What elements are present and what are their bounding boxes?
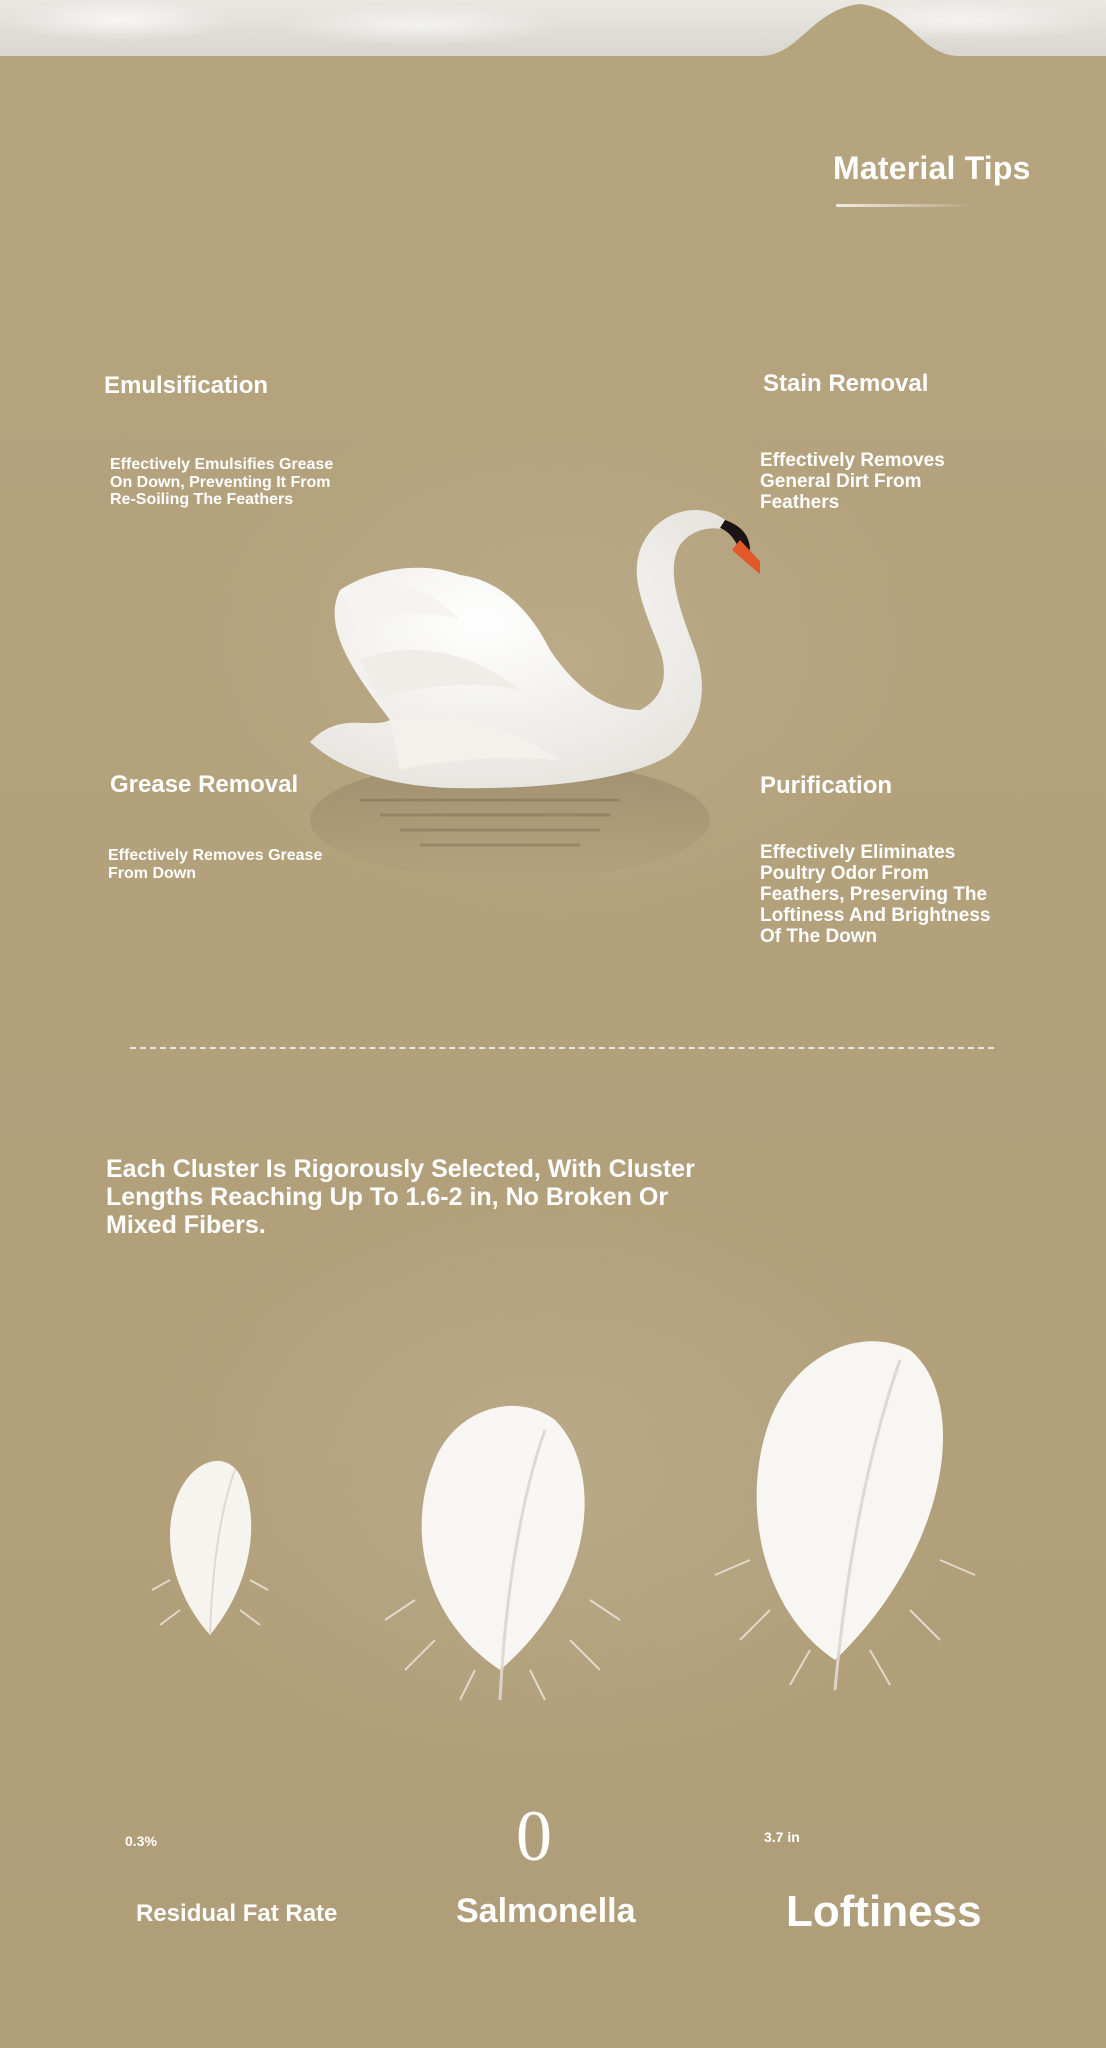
purification-heading: Purification bbox=[760, 772, 893, 799]
medium-feather-image bbox=[355, 1370, 645, 1710]
loftiness-value: 3.7 in bbox=[764, 1829, 800, 1845]
loftiness-label: Loftiness bbox=[786, 1887, 982, 1936]
grease-removal-heading: Grease Removal bbox=[110, 771, 299, 798]
grease-removal-text: Effectively Removes Grease From Down bbox=[108, 847, 323, 882]
swan-image bbox=[300, 480, 760, 900]
emulsification-heading: Emulsification bbox=[104, 372, 269, 399]
residual-fat-value: 0.3% bbox=[125, 1833, 157, 1849]
small-feather-image bbox=[140, 1440, 280, 1640]
residual-fat-label: Residual Fat Rate bbox=[136, 1900, 338, 1927]
page-title: Material Tips bbox=[833, 150, 1031, 186]
top-hump-shape bbox=[760, 0, 960, 80]
cluster-description: Each Cluster Is Rigorously Selected, With Cluster Lengths Reaching Up To 1.6-2 in, No Broken Or Mixed Fibers. bbox=[106, 1155, 695, 1239]
emulsification-text: Effectively Emulsifies Grease On Down, Preventing It From Re-Soiling The Feathers bbox=[110, 456, 334, 509]
salmonella-label: Salmonella bbox=[456, 1892, 636, 1930]
salmonella-value: 0 bbox=[516, 1796, 552, 1876]
purification-text: Effectively Eliminates Poultry Odor From Feathers, Preserving The Loftiness And Brightness Of The Down bbox=[760, 842, 991, 947]
section-divider bbox=[130, 1047, 994, 1049]
title-underline bbox=[836, 204, 976, 207]
large-feather-image bbox=[700, 1310, 990, 1710]
stain-removal-text: Effectively Removes General Dirt From Feathers bbox=[760, 450, 945, 513]
stain-removal-heading: Stain Removal bbox=[763, 370, 929, 397]
